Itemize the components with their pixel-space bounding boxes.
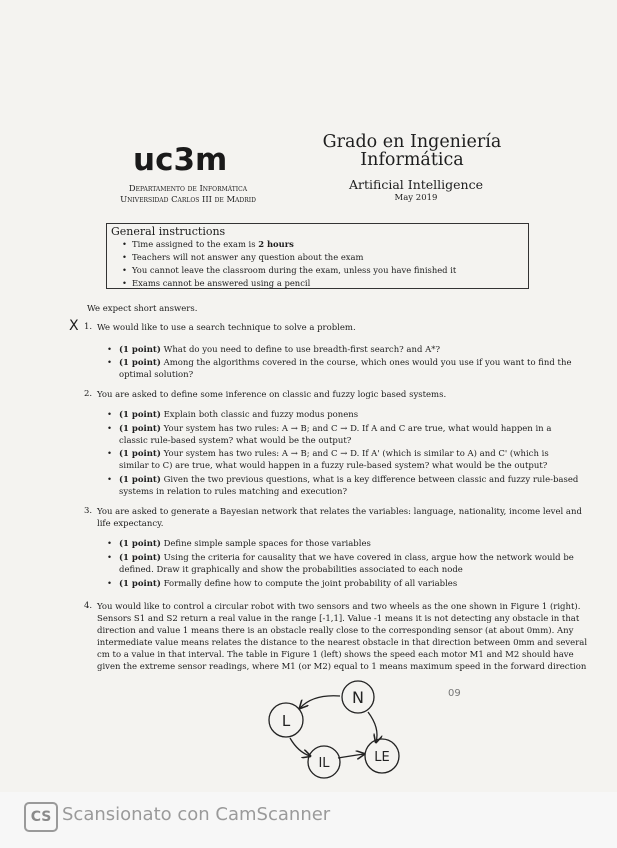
instruction-item: • You cannot leave the classroom during the exam, unless you have finished it xyxy=(132,265,456,275)
svg-text:L: L xyxy=(281,712,291,730)
question-number: 2. xyxy=(84,389,93,399)
edge-n-l xyxy=(300,696,340,708)
question-bullet: • (1 point) Among the algorithms covered in the course, which ones would you use if you want to find the optimal solution? xyxy=(107,358,572,380)
instruction-item: • Exams cannot be answered using a pencil xyxy=(132,278,310,288)
intro-text: We expect short answers. xyxy=(87,304,198,314)
edge-l-il xyxy=(290,738,310,756)
edge-n-le xyxy=(368,712,377,742)
question-bullet: • (1 point) Using the criteria for causality that we have covered in class, argue how the network would be defined. Draw it graphically and show the probabilities associated to each node xyxy=(107,553,574,575)
camscanner-watermark: Scansionato con CamScanner xyxy=(62,804,331,825)
handwritten-mark: X xyxy=(69,318,79,334)
question-bullet: • (1 point) Given the two previous questions, what is a key difference between classic and fuzzy rule-based systems in relation to rules matching and execution? xyxy=(107,475,579,497)
question-bullet: • (1 point) Your system has two rules: A → B; and C → D. If A' (which is similar to A) and C' (which is similar to C) are true, what would happen in a fuzzy rule-based system? what would be the output? xyxy=(107,449,549,471)
diagram-node xyxy=(365,739,399,773)
subject-title: Artificial Intelligence xyxy=(348,177,484,192)
question-text: You are asked to generate a Bayesian network that relates the variables: language, nationality, income level and life expectancy. xyxy=(97,507,582,529)
handwritten-network-diagram xyxy=(258,676,418,786)
degree-title-line-2: Informática xyxy=(360,150,464,170)
university-logo: uc3m xyxy=(133,142,228,178)
question-line: You would like to control a circular robot with two sensors and two wheels as the one shown in Figure 1 (right). xyxy=(97,602,581,612)
degree-title-line-1: Grado en Ingeniería xyxy=(322,132,502,152)
question-bullet: • (1 point) Formally define how to compute the joint probability of all variables xyxy=(107,579,458,589)
degree-title xyxy=(292,133,532,169)
question-line: intermediate value means relates the distance to the nearest obstacle in that direction between 0mm and several xyxy=(97,638,588,648)
question-line: Sensors S1 and S2 return a real value in the range [-1,1]. Value -1 means it is not detecting any obstacle in that xyxy=(97,614,580,624)
question-bullet: • (1 point) Your system has two rules: A → B; and C → D. If A and C are true, what would happen in a classic rule-based system? what would be the output? xyxy=(107,424,552,446)
svg-text:LE: LE xyxy=(374,750,390,765)
instructions-title: General instructions xyxy=(111,225,226,238)
question-number: 3. xyxy=(84,506,93,516)
edge-il-le xyxy=(338,754,364,758)
department-block xyxy=(105,183,271,205)
camscanner-icon: CS xyxy=(24,802,58,832)
diagram-node xyxy=(269,703,303,737)
svg-text:N: N xyxy=(352,688,364,707)
question-number: 1. xyxy=(84,322,93,332)
question-bullet: • (1 point) Explain both classic and fuzzy modus ponens xyxy=(107,410,359,420)
svg-text:IL: IL xyxy=(318,756,330,771)
question-number: 4. xyxy=(84,601,93,611)
department-line-2: Universidad Carlos III de Madrid xyxy=(120,194,256,204)
exam-date: May 2019 xyxy=(394,193,438,203)
diagram-node xyxy=(342,681,374,713)
question-line: cm to a value in that interval. The table in Figure 1 (left) shows the speed each motor M1 and M2 should have xyxy=(97,650,574,660)
question-line: given the extreme sensor readings, where M1 (or M2) equal to 1 means maximum speed in the forward direction xyxy=(97,662,587,672)
question-line: direction and value 1 means there is an obstacle really close to the corresponding sensor (at about 0mm). Any xyxy=(97,626,574,636)
department-line-1: Departamento de Informática xyxy=(128,183,248,193)
question-bullet: • (1 point) Define simple sample spaces for those variables xyxy=(107,539,371,549)
instruction-item: • Teachers will not answer any question about the exam xyxy=(132,252,363,262)
diagram-node xyxy=(308,746,340,778)
handwritten-scribble: 09 xyxy=(448,688,461,699)
instruction-item: • Time assigned to the exam is 2 hours xyxy=(132,239,294,249)
question-bullet: • (1 point) What do you need to define to use breadth-first search? and A*? xyxy=(107,345,441,355)
question-text: We would like to use a search technique to solve a problem. xyxy=(97,323,356,333)
question-text: You are asked to define some inference on classic and fuzzy logic based systems. xyxy=(97,390,447,400)
question-text xyxy=(97,601,588,673)
